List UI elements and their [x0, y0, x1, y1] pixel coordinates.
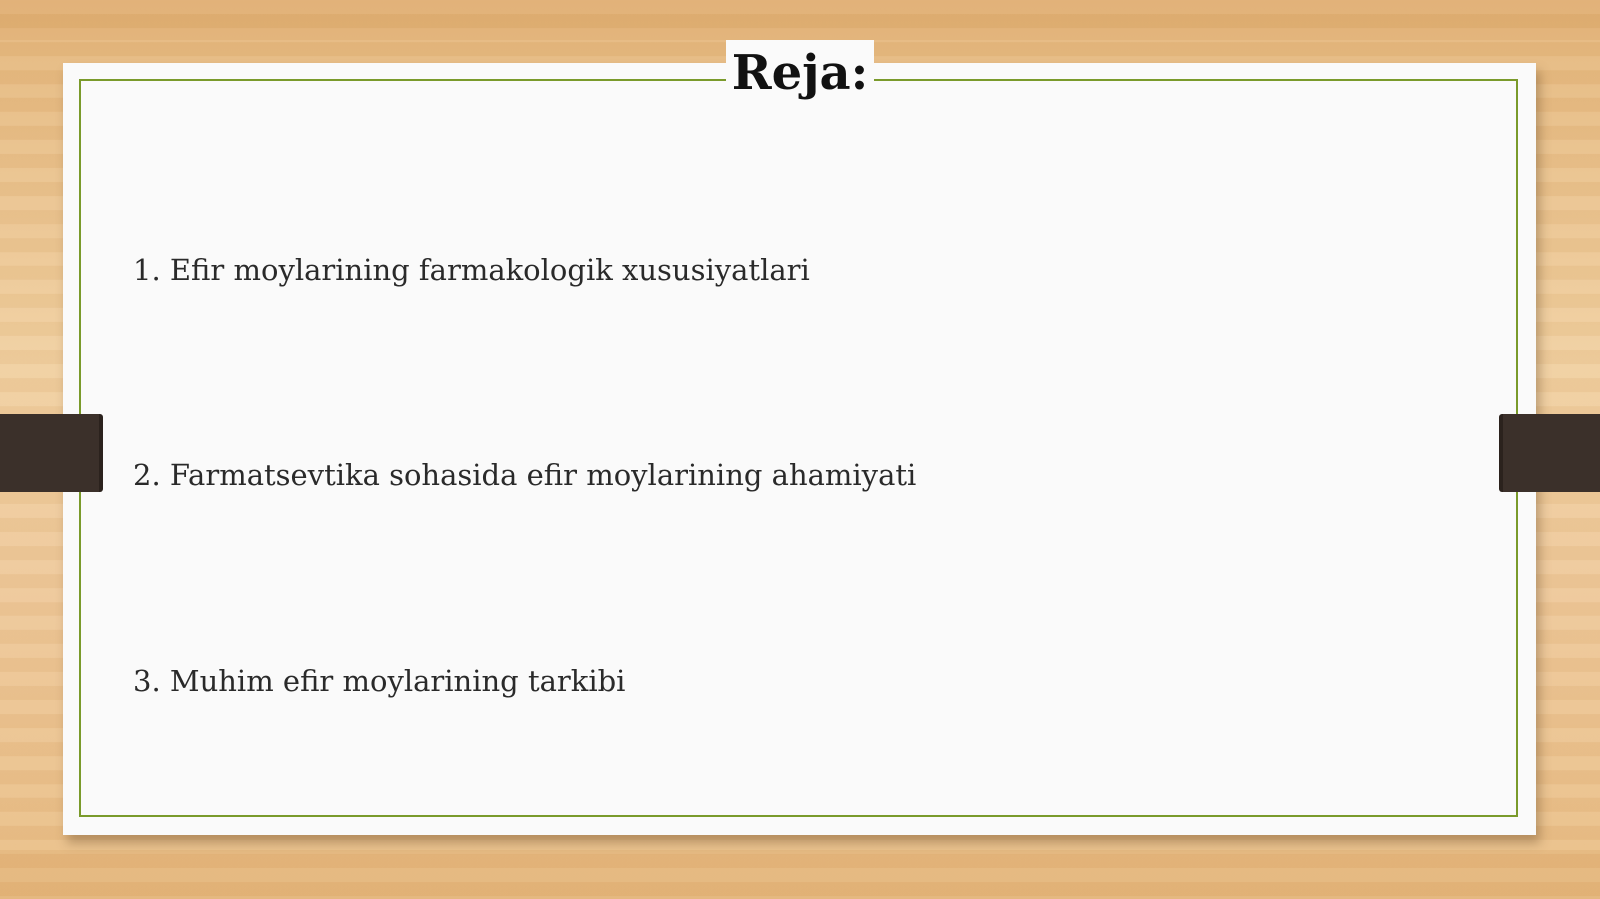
slide-title: Reja:	[726, 40, 875, 106]
plan-item-2: 2. Farmatsevtika sohasida efir moylarining ahamiyati	[133, 458, 917, 492]
slide-title-container	[0, 40, 1600, 106]
left-strap-decoration	[0, 414, 103, 492]
wood-grain	[0, 0, 1600, 40]
right-strap-decoration	[1499, 414, 1600, 492]
slide-frame-border	[79, 79, 1518, 817]
plan-item-3: 3. Muhim efir moylarining tarkibi	[133, 664, 626, 698]
wood-grain	[0, 850, 1600, 899]
plan-item-1: 1. Efir moylarining farmakologik xususiyatlari	[133, 253, 810, 287]
